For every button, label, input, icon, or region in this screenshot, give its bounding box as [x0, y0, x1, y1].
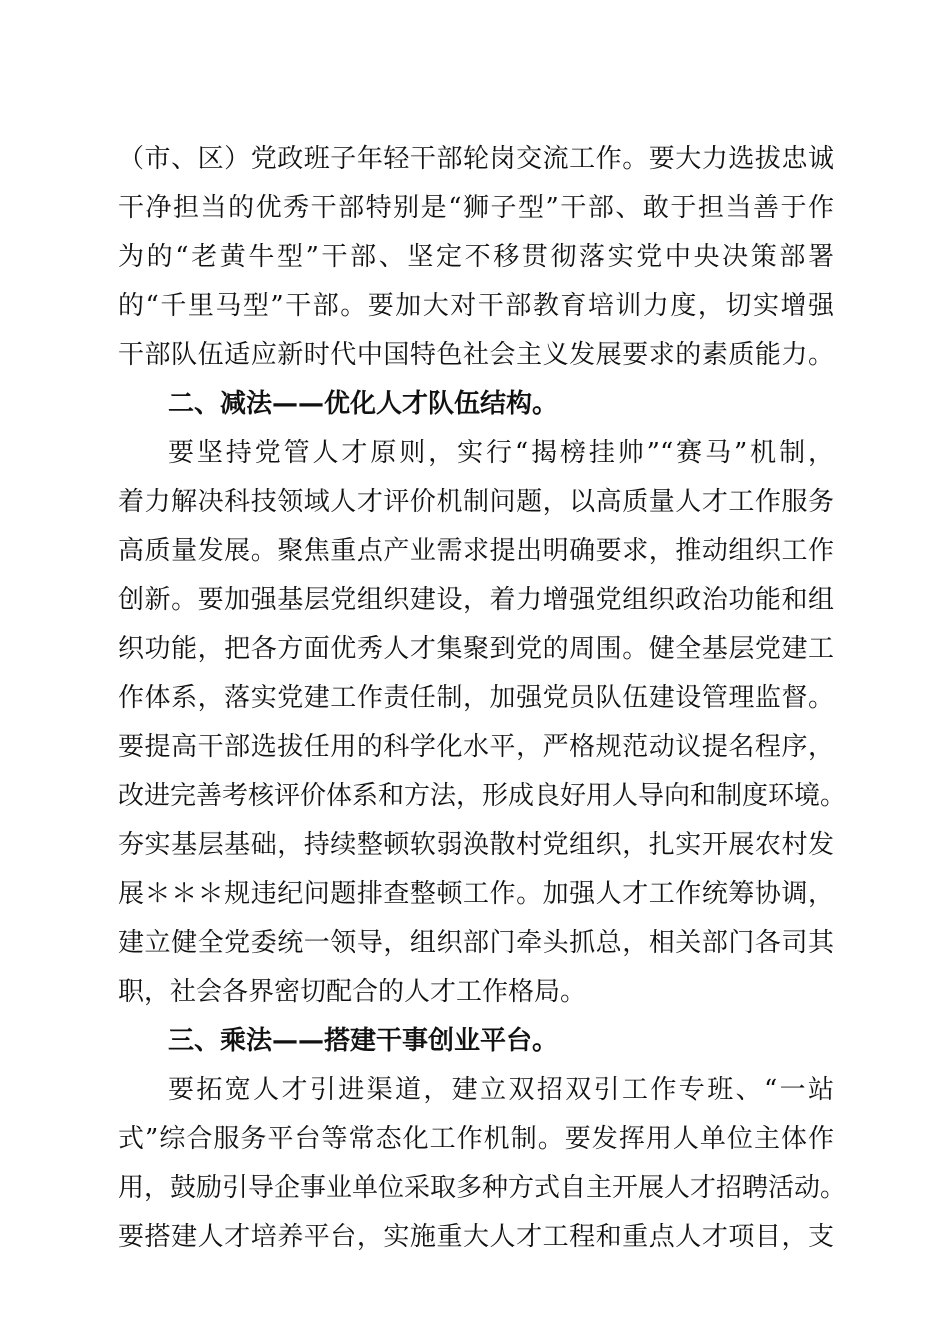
- paragraph-line: 高质量发展。聚焦重点产业需求提出明确要求，推动组织工作: [118, 536, 834, 566]
- paragraph-line: 职，社会各界密切配合的人才工作格局。: [118, 977, 587, 1007]
- paragraph-line: 夯实基层基础，持续整顿软弱涣散村党组织，扎实开展农村发: [118, 830, 834, 860]
- paragraph-line: 干部队伍适应新时代中国特色社会主义发展要求的素质能力。: [118, 340, 834, 370]
- paragraph-line: 创新。要加强基层党组织建设，着力增强党组织政治功能和组: [118, 585, 834, 615]
- paragraph-line: 建立健全党委统一领导，组织部门牵头抓总，相关部门各司其: [118, 928, 834, 958]
- paragraph-line: 改进完善考核评价体系和方法，形成良好用人导向和制度环境。: [118, 781, 847, 811]
- section-heading-multiplication: 三、乘法——搭建干事创业平台。: [168, 1026, 559, 1056]
- paragraph-line: 要拓宽人才引进渠道，建立双招双引工作专班、“一站: [168, 1075, 834, 1105]
- paragraph-line: 干净担当的优秀干部特别是“狮子型”干部、敢于担当善于作: [118, 193, 834, 223]
- paragraph-line: 着力解决科技领域人才评价机制问题，以高质量人才工作服务: [118, 487, 834, 517]
- paragraph-line: 作体系，落实党建工作责任制，加强党员队伍建设管理监督。: [118, 683, 834, 713]
- paragraph-line: 的“千里马型”干部。要加大对干部教育培训力度，切实增强: [118, 291, 834, 321]
- paragraph-line: 织功能，把各方面优秀人才集聚到党的周围。健全基层党建工: [118, 634, 834, 664]
- paragraph-line: 式”综合服务平台等常态化工作机制。要发挥用人单位主体作: [118, 1124, 834, 1154]
- paragraph-line: （市、区）党政班子年轻干部轮岗交流工作。要大力选拔忠诚: [118, 144, 834, 174]
- section-heading-subtraction: 二、减法——优化人才队伍结构。: [168, 389, 559, 419]
- paragraph-line: 为的“老黄牛型”干部、坚定不移贯彻落实党中央决策部署: [118, 242, 834, 272]
- paragraph-line: 要提高干部选拔任用的科学化水平，严格规范动议提名程序，: [118, 732, 834, 762]
- paragraph-line: 展＊＊＊规违纪问题排查整顿工作。加强人才工作统筹协调，: [118, 879, 834, 909]
- paragraph-line: 要坚持党管人才原则，实行“揭榜挂帅”“赛马”机制，: [168, 438, 834, 468]
- paragraph-line: 要搭建人才培养平台，实施重大人才工程和重点人才项目，支: [118, 1222, 834, 1252]
- paragraph-line: 用，鼓励引导企事业单位采取多种方式自主开展人才招聘活动。: [118, 1173, 847, 1203]
